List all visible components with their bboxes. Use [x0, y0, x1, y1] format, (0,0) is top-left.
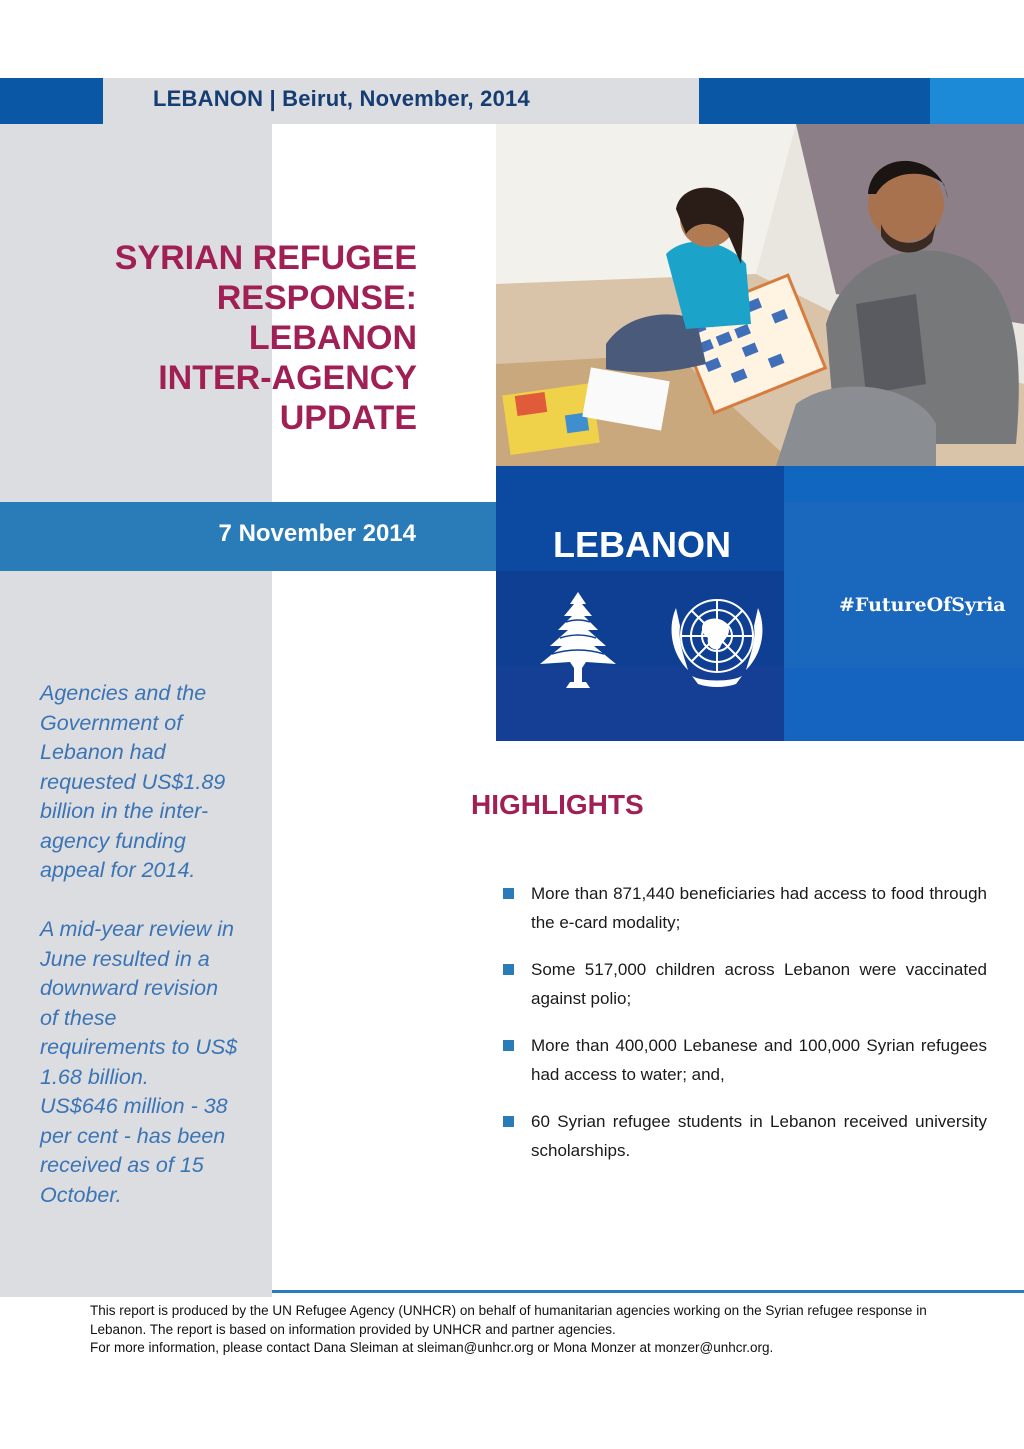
sidebar-line: of these: [40, 1005, 117, 1030]
bullet-square-icon: [503, 1040, 514, 1051]
sidebar-line: downward revision: [40, 976, 219, 1000]
sidebar-line: received as of 15: [40, 1153, 204, 1177]
banner-tile: [784, 502, 1024, 668]
highlight-item: [503, 1031, 987, 1089]
sidebar-line: October.: [40, 1182, 122, 1207]
highlight-text: Some 517,000 children across Lebanon were vaccinated against polio;: [531, 960, 987, 1008]
highlight-item: [503, 1107, 987, 1165]
banner-hashtag: #FutureOfSyria: [839, 594, 1006, 616]
highlights-heading: HIGHLIGHTS: [471, 789, 644, 820]
cover-photo: [496, 124, 1024, 466]
sidebar-line: Lebanon had: [40, 740, 166, 764]
lebanon-banner: [496, 466, 1024, 741]
sidebar-line: agency funding: [40, 828, 186, 853]
banner-tile: [784, 466, 1024, 502]
paragraph-gap: [40, 886, 260, 916]
sidebar-line: 1.68 billion.: [40, 1064, 149, 1089]
sidebar-line: per cent - has been: [40, 1123, 226, 1148]
highlight-text: More than 871,440 beneficiaries had access to food through the e-card modality;: [531, 884, 987, 932]
highlight-item: [503, 879, 987, 937]
title-line: UPDATE: [279, 399, 417, 437]
title-line: RESPONSE:: [216, 279, 417, 317]
highlight-text: 60 Syrian refugee students in Lebanon received university scholarships.: [531, 1112, 987, 1160]
footer-note: [90, 1302, 970, 1358]
cedar-tree-icon: [526, 588, 630, 692]
highlight-item: [503, 955, 987, 1013]
highlights-list: [503, 879, 987, 1183]
title-line: LEBANON: [248, 319, 417, 357]
banner-country: LEBANON: [553, 524, 731, 565]
photo-illustration: [496, 124, 1024, 466]
header-bar-left: [0, 78, 103, 124]
bullet-square-icon: [503, 888, 514, 899]
banner-tile: [784, 668, 1024, 741]
header-bar-right: [699, 78, 930, 124]
bullet-square-icon: [503, 1116, 514, 1127]
footer-divider: [272, 1290, 1024, 1293]
sidebar-line: US$646 million - 38: [40, 1094, 228, 1118]
sidebar-line: billion in the inter-: [40, 799, 209, 823]
sidebar-line: Agencies and the: [40, 681, 207, 705]
sidebar-line: requested US$1.89: [40, 769, 226, 794]
highlight-text: More than 400,000 Lebanese and 100,000 Syrian refugees had access to water; and,: [531, 1036, 987, 1084]
un-emblem-icon: [662, 586, 772, 690]
footer-line-1: This report is produced by the UN Refugee Agency (UNHCR) on behalf of humanitarian agencies working on the Syrian refugee response in Lebanon. The report is based on information provided by UNHCR and partner agencies.: [90, 1303, 927, 1337]
sidebar-line: appeal for 2014.: [40, 858, 196, 882]
funding-summary: [40, 679, 260, 1210]
sidebar-line: A mid-year review in: [40, 917, 234, 941]
title-line: SYRIAN REFUGEE: [114, 239, 417, 277]
header-location: LEBANON | Beirut, November, 2014: [153, 86, 530, 111]
sidebar-line: Government of: [40, 710, 183, 735]
footer-line-2: For more information, please contact Dana Sleiman at sleiman@unhcr.org or Mona Monzer at monzer@unhcr.org.: [90, 1340, 774, 1355]
report-title: [80, 238, 417, 438]
header-bar-far-right: [930, 78, 1024, 124]
report-date: 7 November 2014: [218, 520, 416, 547]
sidebar-line: June resulted in a: [40, 946, 210, 971]
title-line: INTER-AGENCY: [158, 359, 417, 397]
bullet-square-icon: [503, 964, 514, 975]
sidebar-line: requirements to US$: [40, 1035, 238, 1059]
